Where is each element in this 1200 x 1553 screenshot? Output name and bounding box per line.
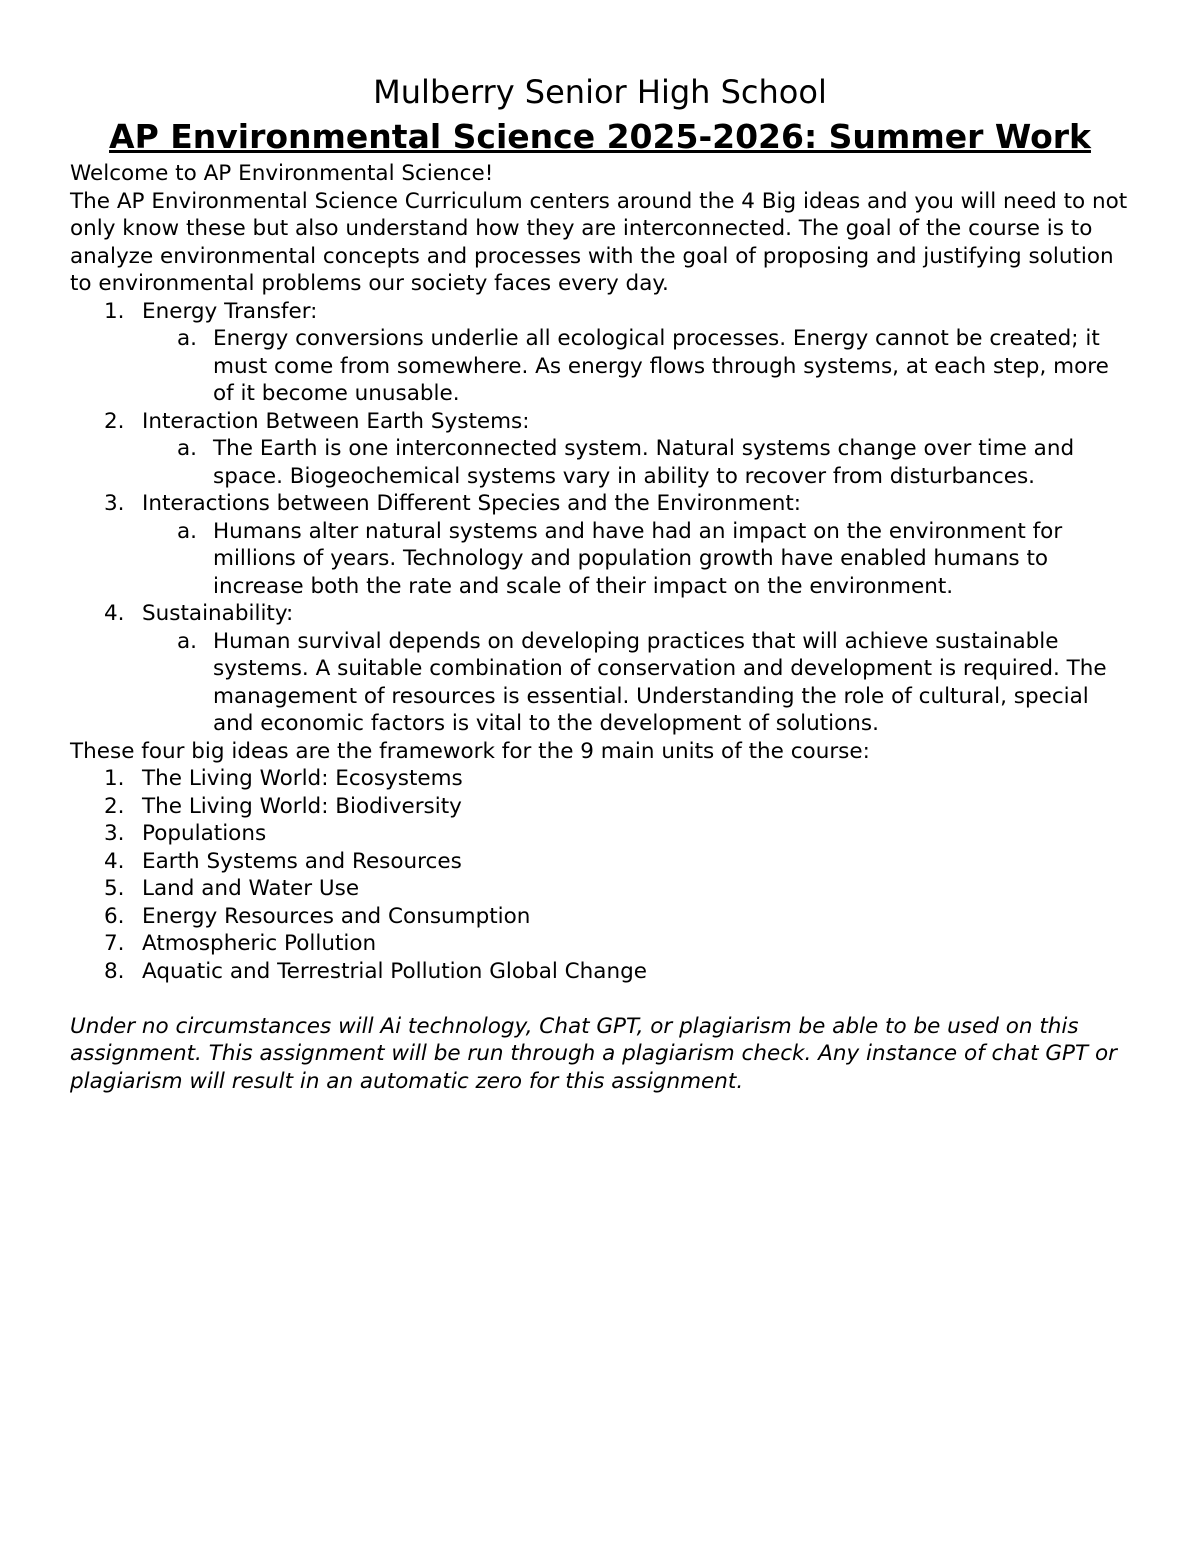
sub-item-letter: a. bbox=[177, 628, 198, 654]
intro-paragraph: The AP Environmental Science Curriculum centers around the 4 Big ideas and you will need to not only know these but also understand how they are interconnected. The goal of the course is to analyze environmental concepts and processes with the goal of proposing and justifying solution to environmental problems our society faces every day. bbox=[70, 188, 1128, 296]
unit-item bbox=[70, 875, 1130, 903]
big-idea-detail bbox=[70, 518, 1130, 601]
unit-label: Populations bbox=[142, 821, 267, 846]
unit-label: Earth Systems and Resources bbox=[142, 848, 462, 874]
sub-item-text: The Earth is one interconnected system. Natural systems change over time and space. Biogeochemical systems vary in ability to recover from disturbances. bbox=[213, 436, 1075, 489]
big-idea-title bbox=[70, 600, 1130, 628]
unit-label: The Living World: Biodiversity bbox=[142, 793, 462, 819]
big-idea-number: 4. bbox=[104, 601, 125, 626]
big-idea-title bbox=[70, 298, 1130, 326]
unit-item bbox=[70, 958, 1130, 986]
big-idea-item bbox=[70, 490, 1130, 600]
unit-number: 7. bbox=[104, 931, 125, 956]
big-idea-label: Sustainability: bbox=[142, 601, 294, 626]
big-idea-detail bbox=[70, 628, 1130, 738]
unit-label: Aquatic and Terrestrial Pollution Global Change bbox=[142, 958, 647, 984]
unit-item bbox=[70, 930, 1130, 958]
big-idea-label: Interactions between Different Species and the Environment: bbox=[142, 491, 802, 516]
units-intro: These four big ideas are the framework for the 9 main units of the course: bbox=[70, 738, 870, 764]
unit-number: 5. bbox=[104, 876, 125, 901]
big-idea-title bbox=[70, 490, 1130, 518]
welcome-line: Welcome to AP Environmental Science! bbox=[70, 161, 494, 186]
unit-label: Atmospheric Pollution bbox=[142, 931, 377, 956]
sub-item-text: Humans alter natural systems and have had an impact on the environment for millions of years. Technology and population growth have enabled humans to increase both the rate and scale of their impact on the environment. bbox=[213, 518, 1063, 599]
document-page bbox=[70, 70, 1130, 1095]
big-idea-label: Interaction Between Earth Systems: bbox=[142, 408, 530, 434]
sub-item-text: Human survival depends on developing practices that will achieve sustainable systems. A suitable combination of conservation and development is required. The management of resources is essential. Understanding the role of cultural, special and economic factors is vital to the development of solutions. bbox=[213, 628, 1107, 736]
sub-item-letter: a. bbox=[177, 518, 198, 544]
unit-item bbox=[70, 793, 1130, 821]
course-title: AP Environmental Science 2025-2026: Summer Work bbox=[109, 117, 1091, 156]
unit-label: Land and Water Use bbox=[142, 876, 360, 901]
big-idea-number: 1. bbox=[104, 298, 125, 324]
school-name: Mulberry Senior High School bbox=[373, 73, 827, 111]
unit-item bbox=[70, 765, 1130, 793]
blank-line bbox=[70, 985, 1130, 1013]
big-idea-item bbox=[70, 408, 1130, 491]
unit-label: The Living World: Ecosystems bbox=[142, 766, 463, 791]
big-idea-number: 2. bbox=[104, 408, 125, 434]
big-ideas-list bbox=[70, 298, 1130, 738]
big-idea-number: 3. bbox=[104, 491, 125, 516]
unit-number: 6. bbox=[104, 903, 125, 929]
unit-number: 1. bbox=[104, 766, 125, 791]
units-list bbox=[70, 765, 1130, 985]
big-idea-item bbox=[70, 298, 1130, 408]
big-idea-detail bbox=[70, 325, 1130, 408]
unit-item bbox=[70, 820, 1130, 848]
unit-label: Energy Resources and Consumption bbox=[142, 903, 531, 929]
academic-integrity-warning: Under no circumstances will Ai technology, Chat GPT, or plagiarism be able to be used on this assignment. This assignment will be run through a plagiarism check. Any instance of chat GPT or plagiarism will result in an automatic zero for this assignment. bbox=[70, 1013, 1117, 1094]
unit-number: 3. bbox=[104, 821, 125, 846]
sub-item-letter: a. bbox=[177, 436, 198, 461]
unit-item bbox=[70, 848, 1130, 876]
big-idea-title bbox=[70, 408, 1130, 436]
unit-number: 4. bbox=[104, 848, 125, 874]
sub-item-text: Energy conversions underlie all ecological processes. Energy cannot be created; it must come from somewhere. As energy flows through systems, at each step, more of it become unusable. bbox=[213, 326, 1109, 406]
unit-number: 2. bbox=[104, 793, 125, 819]
big-idea-label: Energy Transfer: bbox=[142, 298, 318, 324]
big-idea-item bbox=[70, 600, 1130, 738]
unit-number: 8. bbox=[104, 958, 125, 984]
big-idea-detail bbox=[70, 435, 1130, 490]
unit-item bbox=[70, 903, 1130, 931]
sub-item-letter: a. bbox=[177, 326, 198, 351]
